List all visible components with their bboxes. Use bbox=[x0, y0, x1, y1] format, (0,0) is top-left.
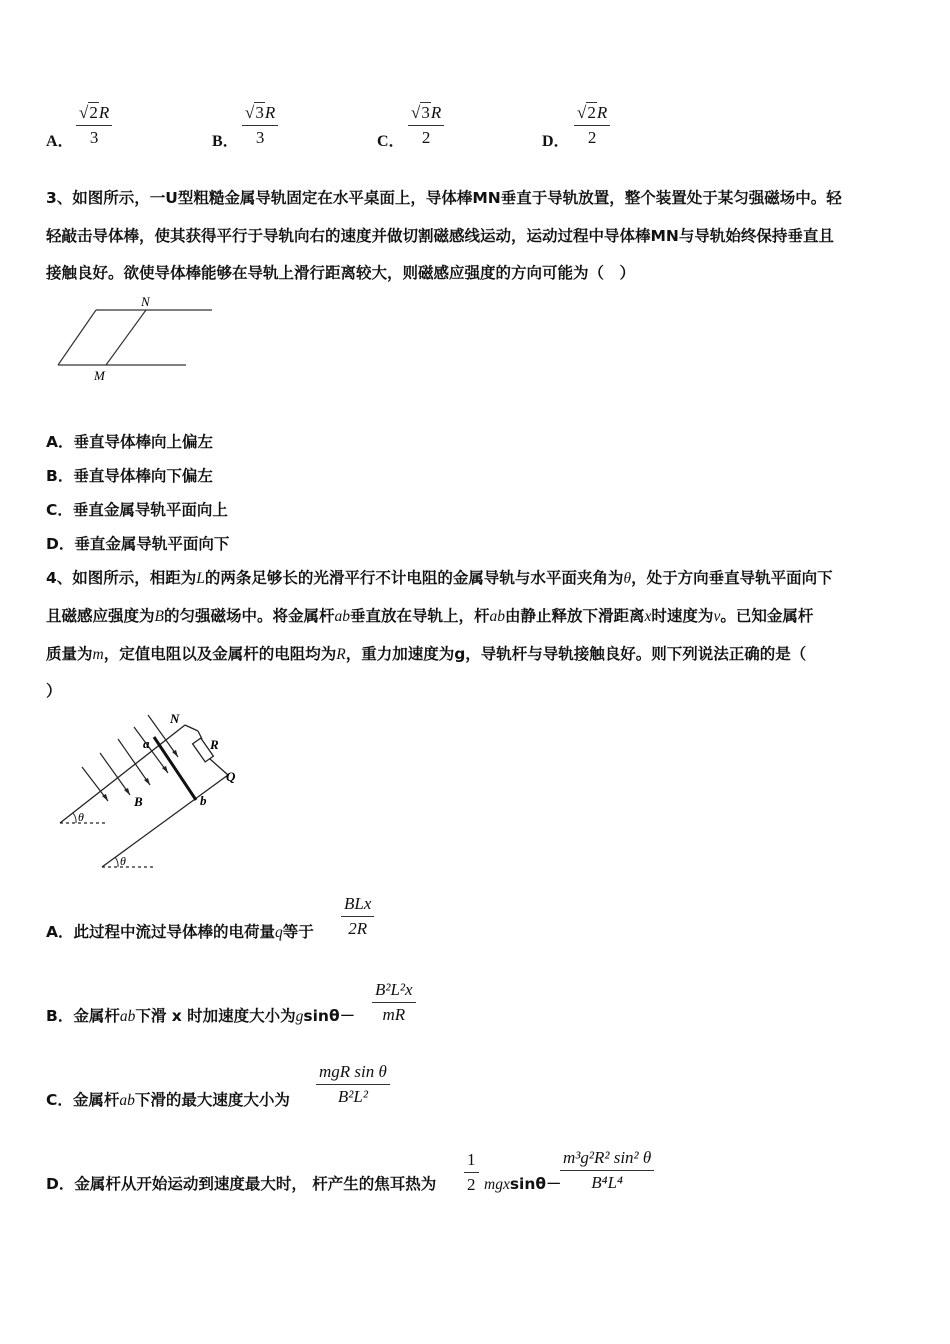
q4-label-q: Q bbox=[226, 769, 236, 784]
field-arrowhead bbox=[144, 778, 150, 785]
q2-option-b-fraction: $\frac{√3R}{3}$ bbox=[242, 103, 278, 148]
q4-label-theta-upper: θ bbox=[78, 810, 84, 824]
q2-option-a-fraction: $\frac{√2R}{3}$ bbox=[76, 103, 112, 148]
q4-option-d: D．金属杆从开始运动到速度最大时， 杆产生的焦耳热为 bbox=[46, 1175, 437, 1193]
q2-option-a-label: A． bbox=[46, 133, 74, 150]
field-arrowhead bbox=[124, 788, 130, 795]
q4-incline-figure bbox=[50, 705, 250, 877]
q2-option-c-fraction: $\frac{√3R}{2}$ bbox=[408, 103, 444, 148]
q4-option-c: C．金属杆ab下滑的最大速度大小为 bbox=[46, 1091, 290, 1109]
q4-option-c-fraction: mgR sin θ B²L² bbox=[316, 1062, 390, 1107]
q4-wire-top bbox=[185, 725, 198, 731]
q2-option-d-label: D． bbox=[542, 133, 570, 150]
q4-angle-arc-lower bbox=[115, 857, 118, 867]
q3-line-1: 3、如图所示，一U型粗糙金属导轨固定在水平桌面上，导体棒MN垂直于导轨放置，整个装置处于某匀强磁场中。轻 bbox=[46, 189, 842, 207]
q3-label-n: N bbox=[141, 294, 150, 309]
q3-rod-mn bbox=[106, 310, 146, 365]
q4-wire-to-resistor bbox=[198, 731, 202, 739]
q4-line-4: ） bbox=[46, 682, 62, 700]
q4-option-a-fraction: BLx 2R bbox=[341, 894, 374, 939]
q4-line-3: 质量为m，定值电阻以及金属杆的电阻均为R，重力加速度为g，导轨杆与导轨接触良好。则下列说法正确的是（ bbox=[46, 645, 807, 663]
q3-line-2: 轻敲击导体棒，使其获得平行于导轨向右的速度并做切割磁感线运动，运动过程中导体棒MN与导轨始终保持垂直且 bbox=[46, 227, 834, 245]
q4-label-n: N bbox=[170, 711, 180, 726]
q2-option-d-fraction: $\frac{√2R}{2}$ bbox=[574, 103, 610, 148]
q4-option-d-half: $\frac{1}{2}$ bbox=[464, 1150, 479, 1195]
q4-option-b-fraction: $\frac{\text{B²L²x}}{mR}$ bbox=[372, 980, 416, 1025]
q3-rail-figure bbox=[50, 292, 220, 384]
q4-angle-arc-upper bbox=[73, 813, 76, 823]
q4-rod-ab bbox=[154, 737, 196, 800]
q3-left-rail bbox=[58, 310, 96, 365]
q4-label-b-field: B bbox=[134, 794, 143, 809]
q4-label-theta-lower: θ bbox=[120, 854, 126, 868]
q3-option-a: A．垂直导体棒向上偏左 bbox=[46, 433, 213, 451]
q4-label-a: a bbox=[143, 736, 150, 751]
q4-option-a: A．此过程中流过导体棒的电荷量q等于 bbox=[46, 923, 314, 941]
q4-option-b: B．金属杆ab下滑 x 时加速度大小为gsinθ－ bbox=[46, 1007, 356, 1025]
q2-option-b-label: B． bbox=[212, 133, 239, 150]
q4-line-2: 且磁感应强度为B的匀强磁场中。将金属杆ab垂直放在导轨上，杆ab由静止释放下滑距离x时速度为v。已知金属杆 bbox=[46, 607, 814, 625]
q2-option-c-label: C． bbox=[377, 133, 405, 150]
q4-label-r: R bbox=[210, 737, 219, 752]
q3-option-d: D．垂直金属导轨平面向下 bbox=[46, 535, 230, 553]
q3-option-c: C．垂直金属导轨平面向上 bbox=[46, 501, 228, 519]
field-arrowhead bbox=[172, 750, 178, 757]
q4-line-1: 4、如图所示，相距为L的两条足够长的光滑平行不计电阻的金属导轨与水平面夹角为θ，处于方向垂直导轨平面向下 bbox=[46, 569, 833, 587]
q3-label-m: M bbox=[94, 368, 105, 383]
q4-option-d-fraction: $\frac{\text{m³g²R² sin² θ}}{\text{B⁴L⁴}}$ bbox=[560, 1148, 654, 1193]
q3-line-3: 接触良好。欲使导体棒能够在导轨上滑行距离较大，则磁感应强度的方向可能为（ ） bbox=[46, 264, 636, 282]
q4-option-d-middle: mgxsinθ－ bbox=[484, 1175, 562, 1193]
q3-option-b: B．垂直导体棒向下偏左 bbox=[46, 467, 213, 485]
q4-label-b-rod: b bbox=[200, 793, 207, 808]
